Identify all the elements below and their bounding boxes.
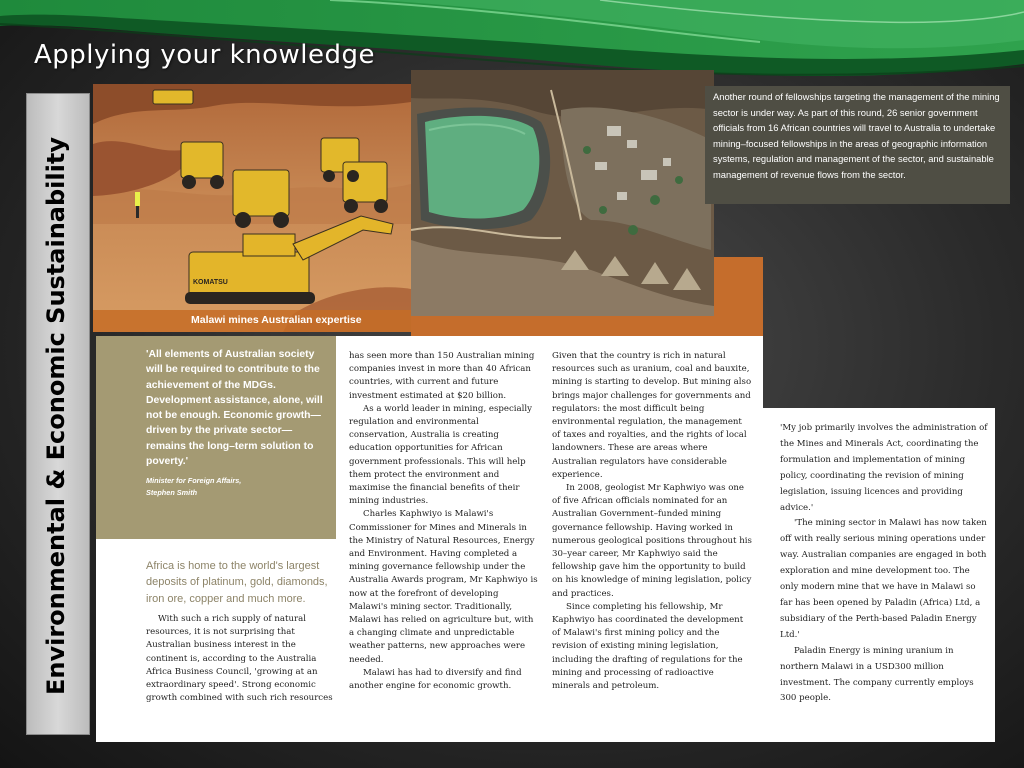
- quote-author-title: Minister for Foreign Affairs,: [146, 476, 242, 486]
- quote-author-name: Stephen Smith: [146, 488, 198, 498]
- quote-text: 'All elements of Australian society will be required to contribute to the achievement of the MDGs. Development assistance, alone, will not be enough. Economic growth—driven by the private sector—remains the long–term solution to poverty.': [146, 349, 323, 468]
- paragraph: In 2008, geologist Mr Kaphwiyo was one of five African officials nominated for an Australian Government–funded mining governance fellowship. Having worked in numerous geological positions throughout his 30–year career, Mr Kaphwiyo said the fellowship gave him the opportunity to build on his knowledge of mining legislation, policy and practices.: [552, 483, 752, 599]
- quote-attribution: [146, 475, 326, 499]
- lead-paragraph: Africa is home to the world's largest deposits of platinum, gold, diamonds, iron ore, copper and much more.: [146, 560, 328, 605]
- article-page: [96, 336, 763, 742]
- paragraph: 'The mining sector in Malawi has now taken off with really serious mining operations under way. Australian companies are engaged in both exploration and mine development too. The only modern mine that we have in Malawi so far has been opened by Paladin (Africa) Ltd, a subsidiary of the Perth-based Paladin Energy Ltd.': [780, 518, 987, 640]
- paragraph: Given that the country is rich in natural resources such as uranium, coal and bauxite, mining is starting to develop. But mining also brings major challenges for governments and regulators: the most difficult being environmental regulation, the management of taxes and royalties, and the rights of local landowners. These are areas where Australian regulators have considerable experience.: [552, 351, 752, 480]
- paragraph: Charles Kaphwiyo is Malawi's Commissioner for Mines and Minerals in the Ministry of Natural Resources, Energy and Environment. Having completed a mining governance fellowship under the Australia Awards program, Mr Kaphwiyo is now at the forefront of developing Malawi's mining sector. Traditionally, Malawi has relied on agriculture but, with a changing climate and unpredictable weather patterns, new approaches were needed.: [349, 509, 538, 665]
- article-column-4: [780, 421, 988, 707]
- excavator-brand: KOMATSU: [193, 279, 228, 286]
- paragraph: Paladin Energy is mining uranium in northern Malawi in a USD300 million investment. The company currently employs 300 people.: [780, 645, 974, 704]
- photo-caption-bar: [93, 310, 411, 332]
- side-title: Environmental & Economic Sustainability: [42, 137, 70, 695]
- paragraph: Malawi has had to diversify and find another engine for economic growth.: [349, 667, 522, 692]
- article-column-3: [552, 350, 752, 693]
- paragraph: With such a rich supply of natural resources, it is not surprising that Australian business interest in the continent is, according to the Australia Africa Business Council, 'growing at an extraordinary speed'. Strong economic growth combined with such rich resources: [146, 613, 333, 704]
- article-column-1: [146, 558, 334, 705]
- paragraph: As a world leader in mining, especially regulation and environmental conservation, Australia is creating education opportunities for African government professionals. This will help them protect the environment and maximise the financial benefits of their mining industries.: [349, 403, 533, 507]
- article-column-2: [349, 350, 539, 693]
- fellowship-info-box: Another round of fellowships targeting the management of the mining sector is under way. As part of this round, 26 senior government officials from 16 African countries will travel to Australia to undertake mining–focused fellowships in the areas of geographic information systems, regulation and management of the sector, and sustainable management of revenue flows from the sector.: [705, 86, 1010, 204]
- article-page-right: [763, 408, 995, 742]
- slide-title: Applying your knowledge: [34, 40, 376, 70]
- quote-box: [96, 336, 336, 539]
- paragraph: has seen more than 150 Australian mining companies invest in more than 40 African countries, with current and future investment estimated at $20 billion.: [349, 351, 535, 401]
- mining-trucks-photo: [93, 84, 411, 332]
- paragraph: Since completing his fellowship, Mr Kaphwiyo has coordinated the development of Malawi's first mining policy and the revision of existing mining legislation, including the drafting of regulations for the mining and processing of radioactive minerals and petroleum.: [552, 601, 744, 692]
- aerial-mine-photo: [411, 70, 714, 316]
- paragraph: 'My job primarily involves the administration of the Mines and Minerals Act, coordinating the formulation and implementation of mining policy, coordinating the revision of mining legislation, issuing licences and providing advice.': [780, 423, 988, 513]
- photo-caption: Malawi mines Australian expertise: [191, 314, 362, 326]
